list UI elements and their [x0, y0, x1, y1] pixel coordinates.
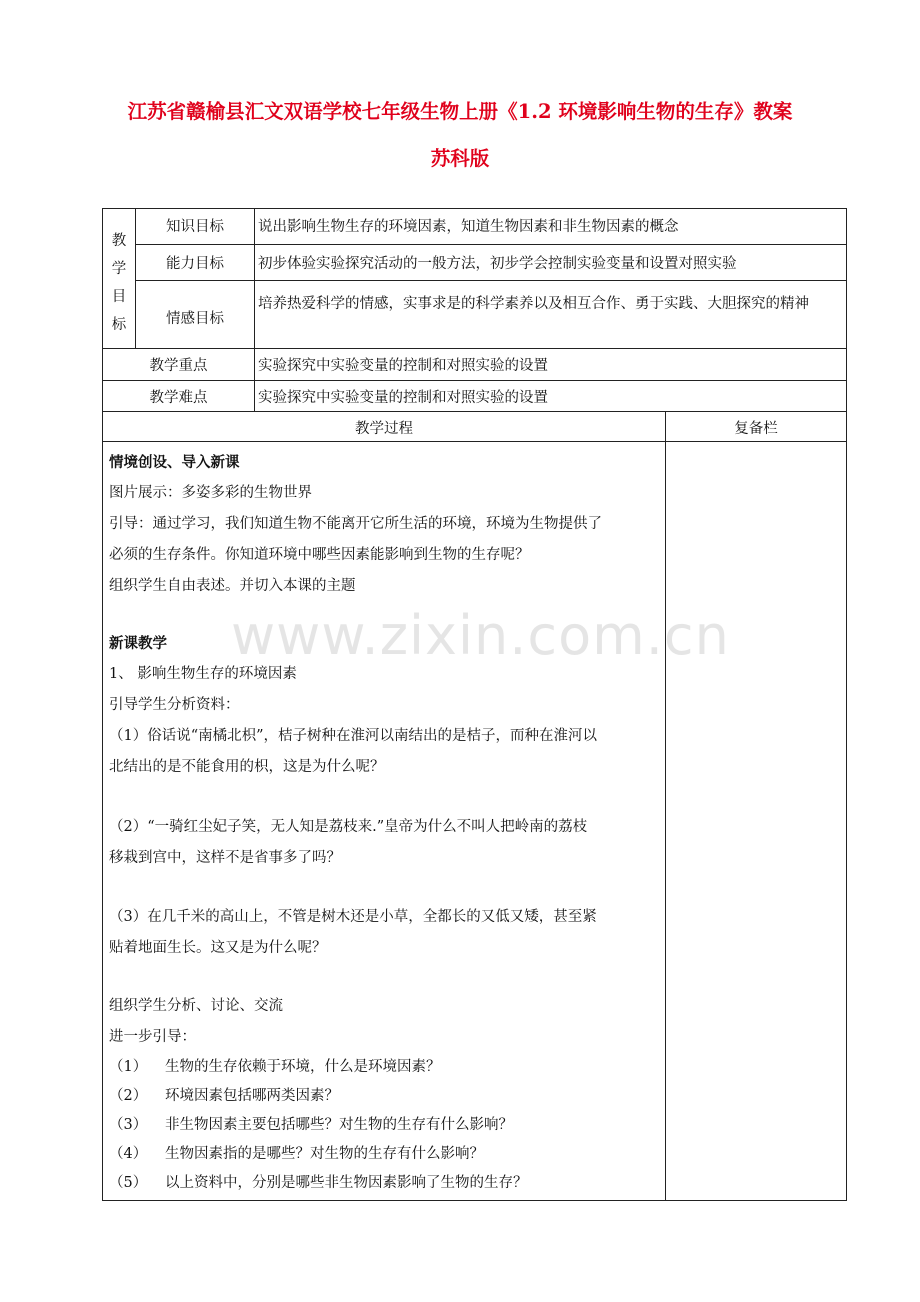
list-text: 非生物因素主要包括哪些？对生物的生存有什么影响？: [165, 1117, 513, 1133]
list-item: [109, 1053, 664, 1082]
question-3-line-1: （3）在几千米的高山上，不管是树木还是小草，全都长的又低又矮，甚至紧: [109, 909, 597, 925]
goals-header-char: 教: [111, 233, 127, 249]
title-line-2: 苏科版: [430, 147, 490, 170]
question-2-line-1: （2）“一骑红尘妃子笑，无人知是荔枝来.”皇帝为什么不叫人把岭南的荔枝: [109, 819, 588, 835]
question-1-line-1: （1）俗话说“南橘北枳”，桔子树种在淮河以南结出的是桔子，而种在淮河以: [109, 728, 598, 744]
question-3: [109, 902, 664, 964]
notes-header: 复备栏: [734, 421, 778, 437]
list-item: [109, 1082, 664, 1111]
list-text: 环境因素包括哪两类因素？: [165, 1088, 339, 1104]
goal-label-ability: 能力目标: [166, 256, 224, 272]
goals-header-char: 学: [111, 261, 127, 277]
list-number: （1）: [109, 1059, 148, 1075]
goals-header-char: 标: [111, 317, 127, 333]
list-number: （3）: [109, 1117, 148, 1133]
paragraph: 1、 影响生物生存的环境因素: [109, 666, 297, 682]
goal-label-knowledge: 知识目标: [166, 219, 224, 235]
discussion-section: [109, 991, 664, 1053]
list-text: 生物的生存依赖于环境，什么是环境因素？: [165, 1059, 441, 1075]
question-1-line-2: 北结出的是不能食用的枳，这是为什么呢？: [109, 759, 385, 775]
question-list: [109, 1053, 664, 1198]
list-text: 以上资料中，分别是哪些非生物因素影响了生物的生存？: [165, 1175, 528, 1191]
goal-text-ability: 初步体验实验探究活动的一般方法，初步学会控制实验变量和设置对照实验: [258, 256, 737, 272]
question-2-line-2: 移栽到宫中，这样不是省事多了吗？: [109, 850, 341, 866]
watermark: www.zixin.com.cn: [231, 604, 730, 667]
question-3-line-2: 贴着地面生长。这又是为什么呢？: [109, 940, 327, 956]
process-header: 教学过程: [355, 421, 413, 437]
list-number: （4）: [109, 1146, 148, 1162]
difficulty-label: 教学难点: [149, 390, 208, 406]
document-title: [0, 88, 920, 182]
paragraph: 组织学生分析、讨论、交流: [109, 998, 283, 1014]
paragraph: 进一步引导：: [109, 1029, 196, 1045]
list-item: [109, 1169, 664, 1198]
difficulty-text: 实验探究中实验变量的控制和对照实验的设置: [258, 390, 548, 406]
goals-header-char: 目: [111, 289, 127, 305]
paragraph: 图片展示：多姿多彩的生物世界: [109, 485, 312, 501]
list-item: [109, 1140, 664, 1169]
list-item: [109, 1111, 664, 1140]
list-number: （2）: [109, 1088, 148, 1104]
paragraph: 引导学生分析资料：: [109, 697, 240, 713]
paragraph: 引导：通过学习，我们知道生物不能离开它所生活的环境，环境为生物提供了: [109, 516, 602, 532]
goal-label-emotion: 情感目标: [166, 311, 224, 327]
list-number: （5）: [109, 1175, 148, 1191]
paragraph: 组织学生自由表述。并切入本课的主题: [109, 578, 356, 594]
title-line-1: 江苏省赣榆县汇文双语学校七年级生物上册《1.2 环境影响生物的生存》教案: [127, 100, 793, 123]
question-2: [109, 812, 664, 874]
key-point-text: 实验探究中实验变量的控制和对照实验的设置: [258, 358, 548, 374]
list-text: 生物因素指的是哪些？对生物的生存有什么影响？: [165, 1146, 484, 1162]
section-heading-intro: 情境创设、导入新课: [109, 454, 240, 471]
paragraph: 必须的生存条件。你知道环境中哪些因素能影响到生物的生存呢？: [109, 547, 530, 563]
key-point-label: 教学重点: [149, 358, 208, 374]
section-intro: [109, 447, 664, 602]
goal-text-emotion: 培养热爱科学的情感，实事求是的科学素养以及相互合作、勇于实践、大胆探究的精神: [258, 296, 809, 312]
section-heading-new-lesson: 新课教学: [109, 635, 167, 652]
goal-text-knowledge: 说出影响生物生存的环境因素，知道生物因素和非生物因素的概念: [258, 219, 679, 235]
goals-header: [103, 227, 135, 339]
